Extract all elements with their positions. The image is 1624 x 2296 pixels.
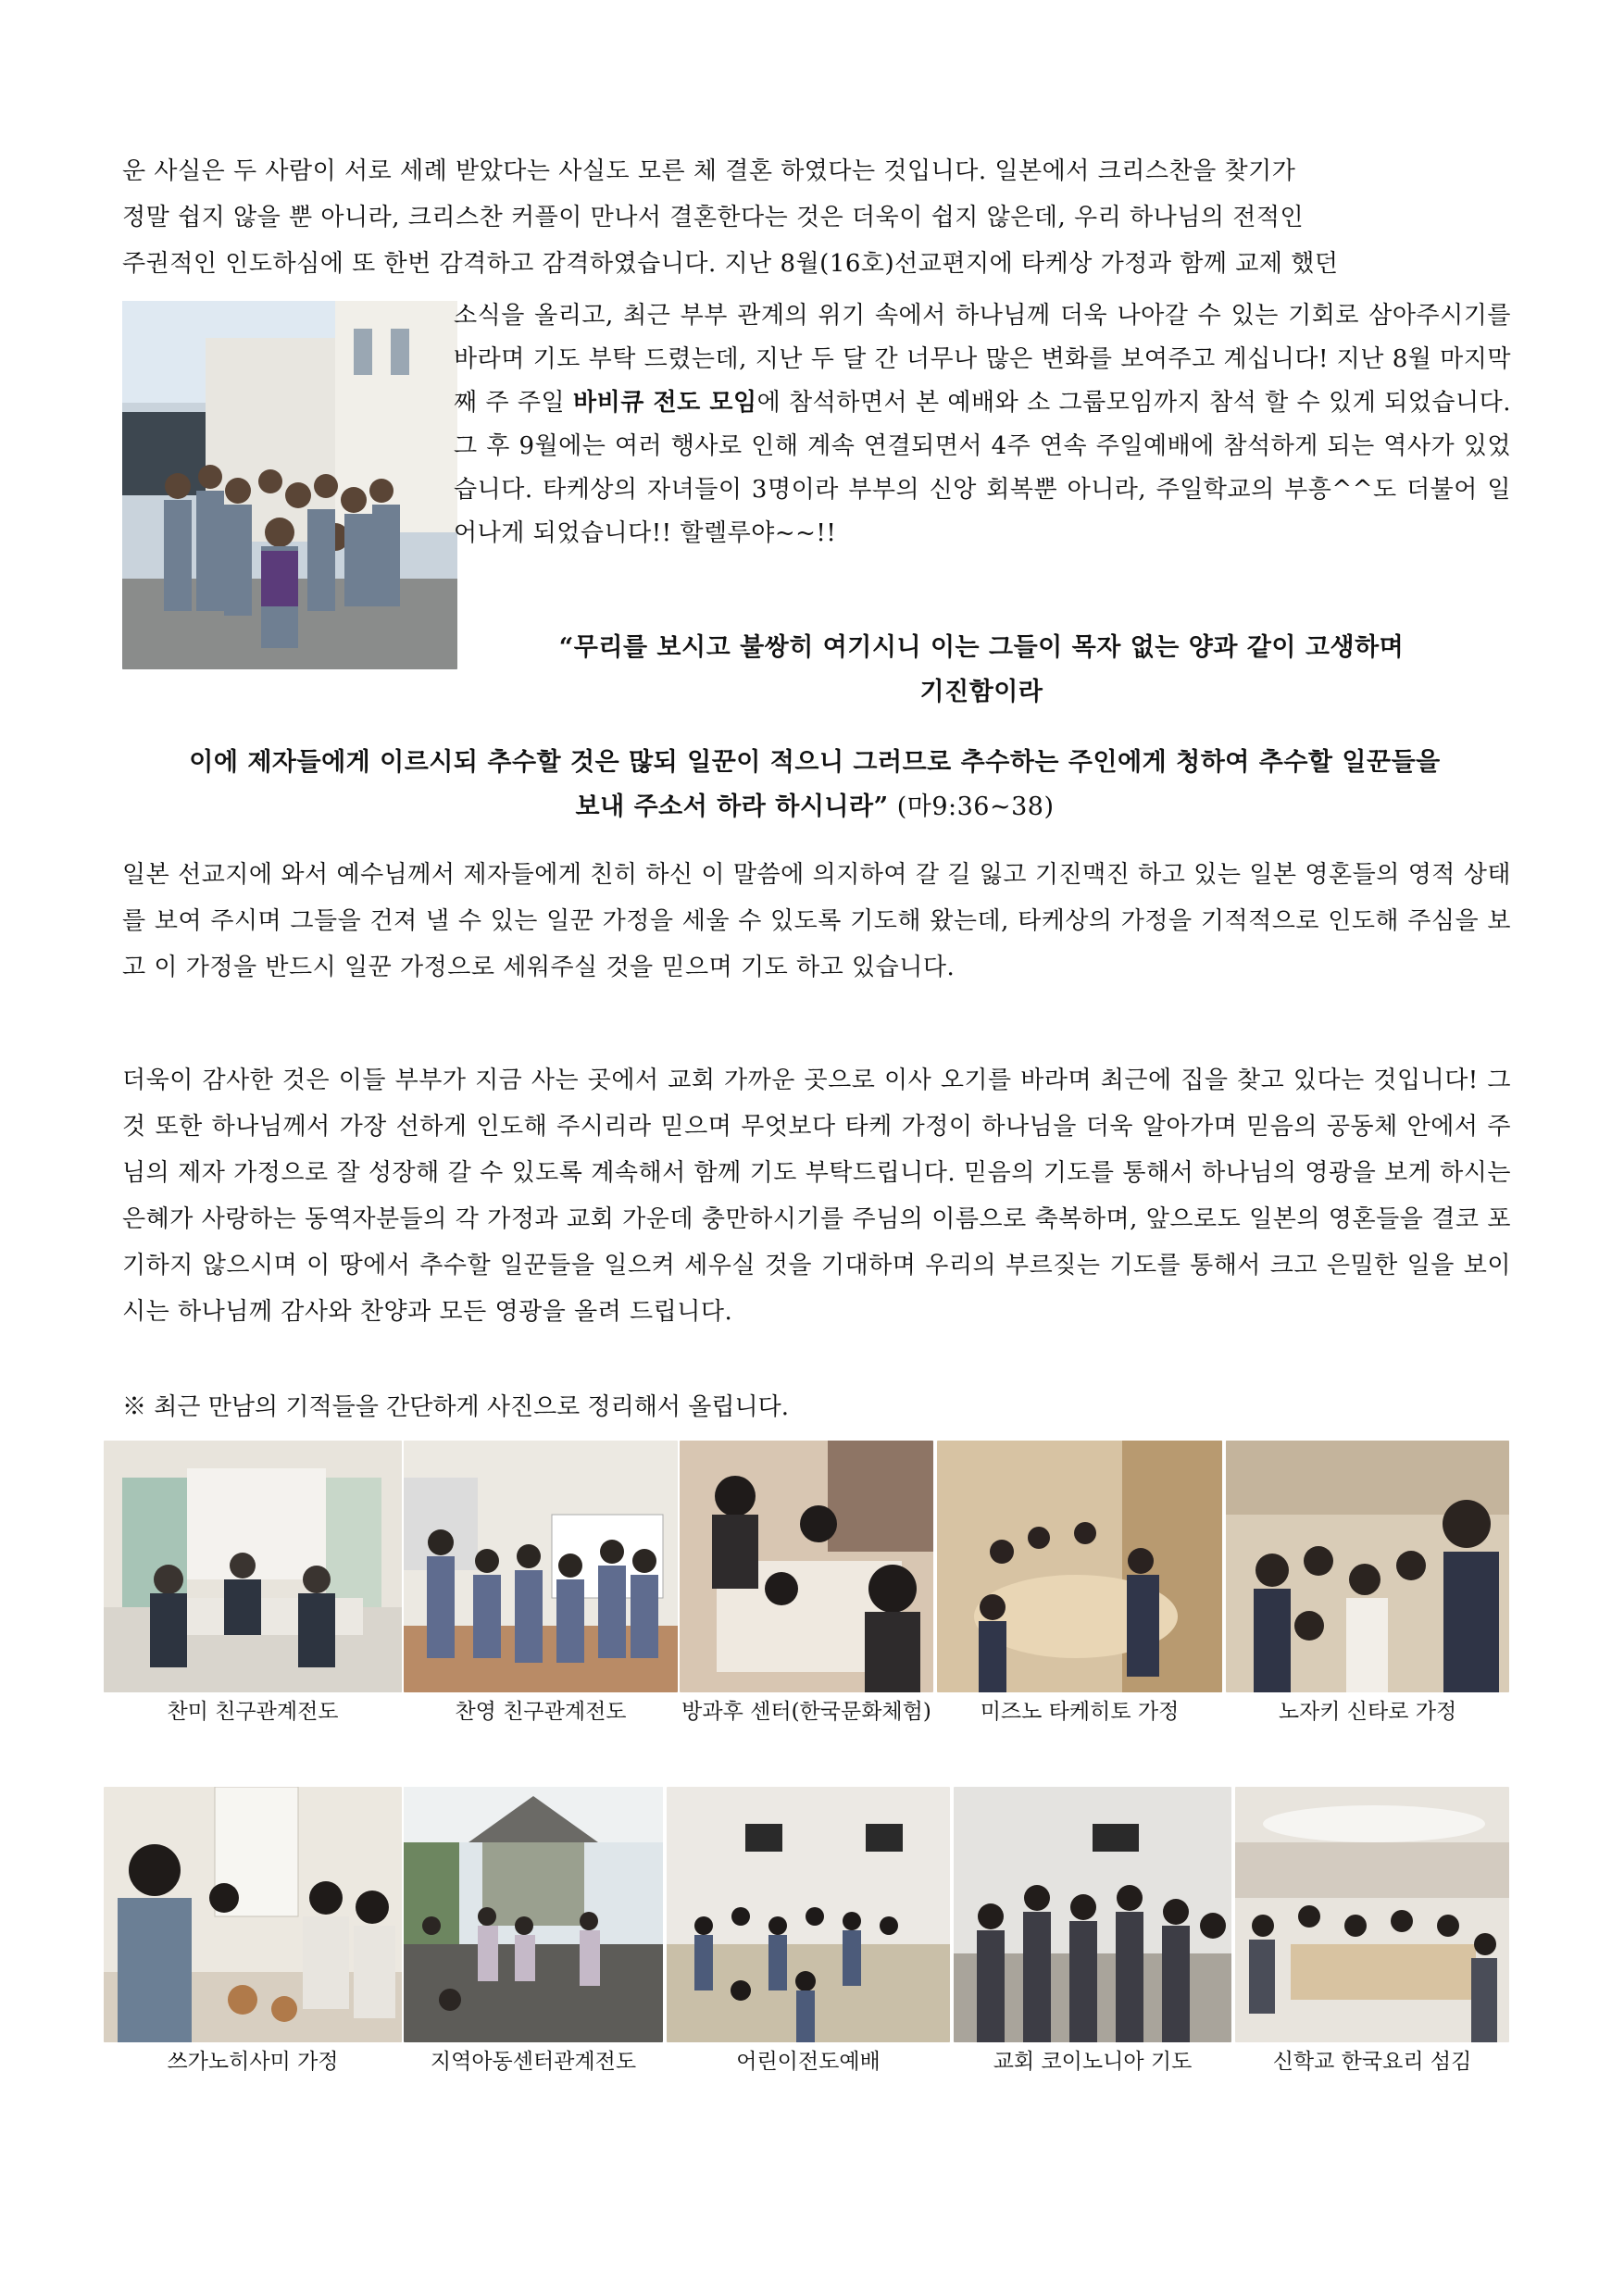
caption-mizuno: 미즈노 타케히토 가정 <box>980 1700 1180 1724</box>
quote-line-3: 이에 제자들에게 이르시되 추수할 것은 많되 일꾼이 적으니 그러므로 추수하는 주인에게 청하여 추수할 일꾼들을 <box>189 748 1441 777</box>
photo-seminary-korean-food <box>1235 1787 1509 2042</box>
intro-line-3: 주권적인 인도하심에 또 한번 감격하고 감격하였습니다. 지난 8월(16호)선교편지에 타케상 가정과 함께 교제 했던 <box>122 250 1339 278</box>
photo-tsugano <box>104 1787 402 2042</box>
wrapped-paragraph <box>454 294 1511 555</box>
quote-line-1: “무리를 보시고 불쌍히 여기시니 이는 그들이 목자 없는 양과 같이 고생하며 <box>558 633 1405 662</box>
caption-seminary-korean-food: 신학교 한국요리 섬김 <box>1272 2050 1472 2074</box>
photo-children-worship <box>667 1787 950 2042</box>
wrap-text-part1: 소식을 올리고, 최근 부부 관계의 위기 속에서 하나님께 더욱 나아갈 수 있는 기회로 삼아주시기를 바라며 기도 부탁 드렸는데, 지난 두 달 간 너무나 많은 변화를 보여주고 계십니다! 지난 8월 마지막 째 주 주일 <box>454 302 1511 417</box>
photo-chanmi <box>104 1441 402 1692</box>
quote-line-4-text: 보내 주소서 하라 하시니라” <box>575 792 889 821</box>
wrap-text-part2: 에 참석하면서 본 예배와 소 그룹모임까지 참석 할 수 있게 되었습니다. 그 후 9월에는 여러 행사로 인해 계속 연결되면서 4주 연속 주일예배에 참석하게 되는 역사가 있었습니다. 타케상의 자녀들이 3명이라 부부의 신앙 회복뿐 아니라, 주일학교의 부흥^^도 더불어 일어나게 되었습니다!! 할렐루야~~!! <box>454 389 1511 547</box>
photo-note: ※ 최근 만남의 기적들을 간단하게 사진으로 정리해서 올립니다. <box>122 1393 790 1421</box>
bbq-group-photo <box>122 301 457 669</box>
photo-chanyoung <box>404 1441 678 1692</box>
quote-line-4 <box>93 785 1537 830</box>
intro-line-2: 정말 쉽지 않을 뿐 아니라, 크리스찬 커플이 만나서 결혼한다는 것은 더욱이 쉽지 않은데, 우리 하나님의 전적인 <box>122 204 1305 231</box>
photo-koinonia-prayer <box>954 1787 1231 2042</box>
photo-community-center <box>404 1787 663 2042</box>
caption-nozaki: 노자키 신타로 가정 <box>1278 1700 1457 1724</box>
caption-chanyoung: 찬영 친구관계전도 <box>455 1700 627 1724</box>
photo-after-school <box>680 1441 933 1692</box>
paragraph-3: 더욱이 감사한 것은 이들 부부가 지금 사는 곳에서 교회 가까운 곳으로 이사 오기를 바라며 최근에 집을 찾고 있다는 것입니다! 그 것 또한 하나님께서 가장 선하게 인도해 주시리라 믿으며 무엇보다 타케 가정이 하나님을 더욱 알아가며 믿음의 공동체 안에서 주님의 제자 가정으로 잘 성장해 갈 수 있도록 계속해서 함께 기도 부탁드립니다. 믿음의 기도를 통해서 하나님의 영광을 보게 하시는 은혜가 사랑하는 동역자분들의 각 가정과 교회 가운데 충만하시기를 주님의 이름으로 축복하며, 앞으로도 일본의 영혼들을 결코 포기하지 않으시며 이 땅에서 추수할 일꾼들을 일으켜 세우실 것을 기대하며 우리의 부르짖는 기도를 통해서 크고 은밀한 일을 보이시는 하나님께 감사와 찬양과 모든 영광을 올려 드립니다. <box>122 1067 1511 1326</box>
photo-nozaki <box>1226 1441 1509 1692</box>
caption-chanmi: 찬미 친구관계전도 <box>167 1700 339 1724</box>
quote-line-2: 기진함이라 <box>919 678 1043 706</box>
photo-mizuno <box>937 1441 1222 1692</box>
bbq-event-bold: 바비큐 전도 모임 <box>573 389 757 417</box>
caption-children-worship: 어린이전도예배 <box>736 2050 881 2074</box>
paragraph-2: 일본 선교지에 와서 예수님께서 제자들에게 친히 하신 이 말씀에 의지하여 갈 길 잃고 기진맥진 하고 있는 일본 영혼들의 영적 상태를 보여 주시며 그들을 건져 낼 수 있는 일꾼 가정을 세울 수 있도록 기도해 왔는데, 타케상의 가정을 기적적으로 인도해 주심을 보고 이 가정을 반드시 일꾼 가정으로 세워주실 것을 믿으며 기도 하고 있습니다. <box>122 861 1511 981</box>
caption-after-school: 방과후 센터(한국문화체험) <box>681 1700 931 1724</box>
caption-koinonia-prayer: 교회 코이노니아 기도 <box>993 2050 1193 2074</box>
intro-line-1: 운 사실은 두 사람이 서로 세례 받았다는 사실도 모른 체 결혼 하였다는 것입니다. 일본에서 크리스찬을 찾기가 <box>122 157 1296 185</box>
caption-tsugano: 쓰가노히사미 가정 <box>167 2050 339 2074</box>
quote-reference: (마9:36~38) <box>888 792 1055 821</box>
caption-community-center: 지역아동센터관계전도 <box>430 2050 637 2074</box>
